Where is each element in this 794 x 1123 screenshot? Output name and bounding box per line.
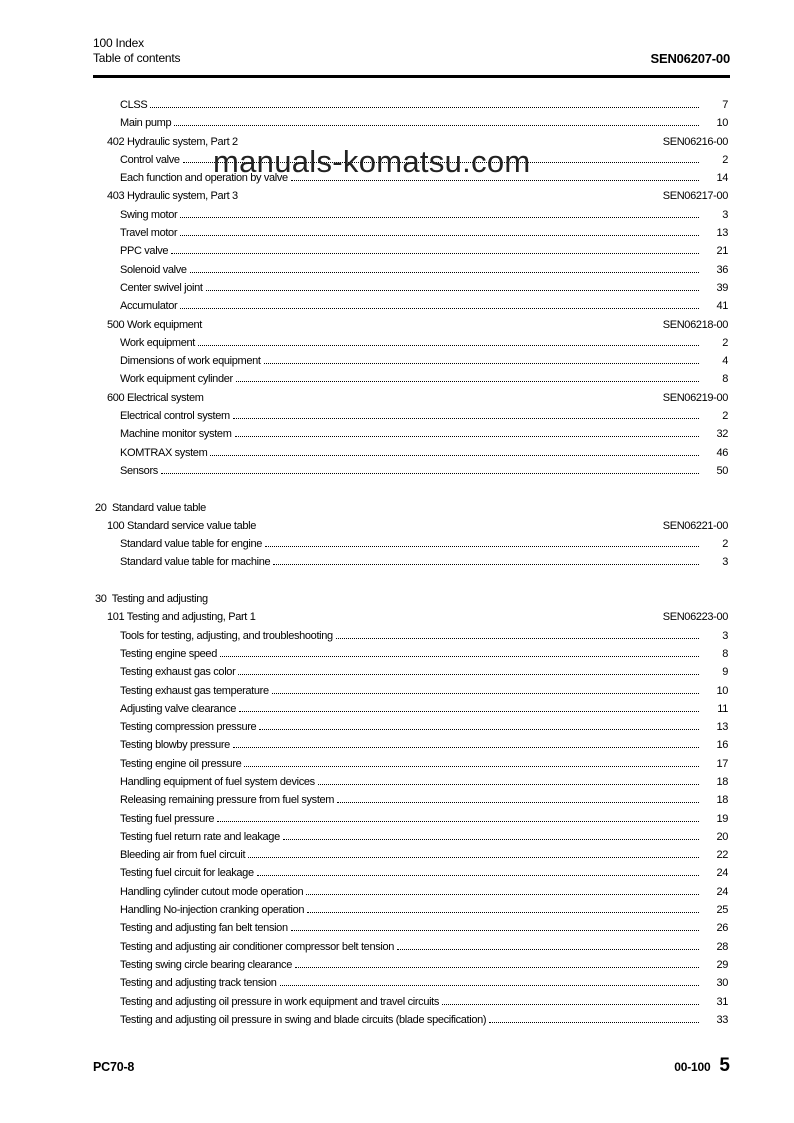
toc-spacer	[93, 483, 728, 501]
dot-leader	[257, 875, 699, 876]
toc-label: Testing engine oil pressure	[120, 757, 242, 770]
dot-leader	[265, 546, 699, 547]
toc-doc-code: SEN06221-00	[662, 519, 728, 532]
toc-label: Sensors	[120, 464, 158, 477]
toc-label: 402 Hydraulic system, Part 2	[107, 135, 238, 148]
toc-label: Testing and adjusting oil pressure in swing and blade circuits (blade specification)	[120, 1013, 487, 1026]
toc-label: Testing and adjusting fan belt tension	[120, 922, 288, 935]
header-section-block	[93, 36, 180, 66]
toc-label: Handling cylinder cutout mode operation	[120, 885, 304, 898]
toc-entry-row	[93, 776, 728, 794]
toc-label: Travel motor	[120, 227, 178, 240]
dot-leader	[291, 930, 699, 931]
toc-section-row	[93, 520, 728, 538]
toc-label: Center swivel joint	[120, 281, 203, 294]
dot-leader	[397, 949, 699, 950]
toc-page-number: 22	[716, 849, 728, 862]
toc-entry-row	[93, 538, 728, 556]
dot-leader	[190, 272, 699, 273]
toc-label: Testing engine speed	[120, 647, 217, 660]
toc-entry-row	[93, 245, 728, 263]
dot-leader	[180, 235, 699, 236]
dot-leader	[291, 180, 699, 181]
toc-label: Accumulator	[120, 300, 178, 313]
toc-page-number: 8	[722, 647, 728, 660]
toc-entry-row	[93, 666, 728, 684]
dot-leader	[161, 473, 699, 474]
watermark-text: manuals-komatsu.com	[213, 144, 531, 179]
toc-entry-row	[93, 227, 728, 245]
toc-entry-row	[93, 410, 728, 428]
dot-leader	[233, 747, 699, 748]
toc-label: Handling No-injection cranking operation	[120, 904, 305, 917]
toc-doc-code: SEN06219-00	[662, 391, 728, 404]
toc-page-number: 32	[716, 428, 728, 441]
toc-label: Standard value table for engine	[120, 538, 263, 551]
dot-leader	[239, 711, 699, 712]
dot-leader	[336, 638, 699, 639]
toc-entry-row	[93, 300, 728, 318]
toc-label: Adjusting valve clearance	[120, 702, 236, 715]
toc-label: Testing and adjusting oil pressure in work equipment and travel circuits	[120, 995, 440, 1008]
dot-leader	[442, 1004, 699, 1005]
dot-leader	[220, 656, 699, 657]
footer-page-block	[674, 1055, 730, 1077]
dot-leader	[235, 436, 699, 437]
toc-entry-row	[93, 739, 728, 757]
toc-entry-row	[93, 556, 728, 574]
dot-leader	[244, 766, 699, 767]
toc-doc-code: SEN06223-00	[662, 611, 728, 624]
dot-leader	[171, 253, 699, 254]
footer-book-page: 00-100	[674, 1060, 711, 1074]
toc-label: 20 Standard value table	[95, 501, 206, 514]
toc-label: KOMTRAX system	[120, 446, 208, 459]
toc-entry-row	[93, 209, 728, 227]
dot-leader	[210, 455, 699, 456]
toc-entry-row	[93, 758, 728, 776]
dot-leader	[233, 418, 699, 419]
toc-entry-row	[93, 813, 728, 831]
toc-page-number: 36	[716, 263, 728, 276]
toc-page-number: 2	[722, 410, 728, 423]
toc-page-number: 2	[722, 153, 728, 166]
toc-entry-row	[93, 355, 728, 373]
toc-entry-row	[93, 904, 728, 922]
toc-entry-row	[93, 849, 728, 867]
toc-label: 403 Hydraulic system, Part 3	[107, 190, 238, 203]
toc-label: Testing and adjusting air conditioner compressor belt tension	[120, 940, 394, 953]
dot-leader	[307, 912, 699, 913]
toc-page-number: 2	[722, 538, 728, 551]
dot-leader	[489, 1022, 699, 1023]
toc-label: 101 Testing and adjusting, Part 1	[107, 611, 256, 624]
toc-entry-row	[93, 264, 728, 282]
toc-page-number: 3	[722, 556, 728, 569]
toc-label: Control valve	[120, 153, 180, 166]
dot-leader	[264, 363, 699, 364]
toc-page-number: 3	[722, 629, 728, 642]
toc-label: Testing compression pressure	[120, 721, 257, 734]
toc-page-number: 9	[722, 666, 728, 679]
toc-label: 500 Work equipment	[107, 318, 202, 331]
dot-leader	[306, 894, 699, 895]
toc-page-number: 13	[716, 721, 728, 734]
toc-entry-row	[93, 794, 728, 812]
toc-page-number: 19	[716, 812, 728, 825]
toc-entry-row	[93, 703, 728, 721]
toc-label: Dimensions of work equipment	[120, 355, 261, 368]
toc-label: Testing and adjusting track tension	[120, 977, 277, 990]
toc-label: Swing motor	[120, 208, 178, 221]
toc-label: Each function and operation by valve	[120, 172, 288, 185]
dot-leader	[273, 564, 699, 565]
toc-page-number: 16	[716, 739, 728, 752]
toc-page-number: 8	[722, 373, 728, 386]
toc-page-number: 10	[716, 117, 728, 130]
toc-label: Standard value table for machine	[120, 556, 271, 569]
dot-leader	[150, 107, 699, 108]
toc-label: Testing exhaust gas color	[120, 666, 236, 679]
toc-page-number: 31	[716, 995, 728, 1008]
toc-entry-row	[93, 685, 728, 703]
toc-label: 30 Testing and adjusting	[95, 593, 208, 606]
dot-leader	[259, 729, 699, 730]
toc-entry-row	[93, 282, 728, 300]
toc-page-number: 28	[716, 940, 728, 953]
toc-page-number: 41	[716, 300, 728, 313]
page-footer	[93, 1055, 730, 1077]
table-of-contents	[93, 99, 728, 1032]
toc-entry-row	[93, 373, 728, 391]
dot-leader	[248, 857, 699, 858]
toc-entry-row	[93, 465, 728, 483]
toc-label: Work equipment	[120, 336, 195, 349]
toc-page-number: 30	[716, 977, 728, 990]
toc-section-row	[93, 190, 728, 208]
toc-page-number: 7	[722, 99, 728, 111]
toc-page-number: 18	[716, 794, 728, 807]
toc-page-number: 25	[716, 904, 728, 917]
toc-doc-code: SEN06217-00	[662, 190, 728, 203]
dot-leader	[238, 674, 699, 675]
dot-leader	[180, 217, 699, 218]
header-section-number: 100 Index	[93, 36, 144, 50]
footer-model-code: PC70-8	[93, 1060, 135, 1074]
toc-spacer	[93, 575, 728, 593]
toc-page-number: 20	[716, 830, 728, 843]
toc-label: CLSS	[120, 99, 148, 111]
toc-label: Work equipment cylinder	[120, 373, 233, 386]
toc-label: 100 Standard service value table	[107, 519, 257, 532]
toc-entry-row	[93, 447, 728, 465]
dot-leader	[174, 125, 699, 126]
header-doc-code: SEN06207-00	[650, 51, 730, 66]
toc-group-heading	[93, 593, 728, 611]
toc-label: Testing fuel circuit for leakage	[120, 867, 254, 880]
toc-page-number: 39	[716, 281, 728, 294]
toc-entry-row	[93, 648, 728, 666]
toc-page-number: 17	[716, 757, 728, 770]
toc-label: Testing swing circle bearing clearance	[120, 958, 292, 971]
toc-page-number: 33	[716, 1013, 728, 1026]
toc-page-number: 13	[716, 227, 728, 240]
dot-leader	[283, 839, 699, 840]
page-title: Table of contents	[93, 51, 181, 65]
toc-label: Machine monitor system	[120, 428, 232, 441]
toc-label: Electrical control system	[120, 410, 230, 423]
toc-entry-row	[93, 99, 728, 117]
toc-label: Testing blowby pressure	[120, 739, 230, 752]
toc-page-number: 50	[716, 464, 728, 477]
toc-label: Bleeding air from fuel circuit	[120, 849, 246, 862]
dot-leader	[295, 967, 699, 968]
toc-entry-row	[93, 941, 728, 959]
toc-label: Handling equipment of fuel system devices	[120, 775, 315, 788]
toc-page-number: 10	[716, 684, 728, 697]
toc-page-number: 2	[722, 336, 728, 349]
toc-doc-code: SEN06218-00	[662, 318, 728, 331]
toc-page-number: 29	[716, 958, 728, 971]
dot-leader	[272, 693, 699, 694]
toc-entry-row	[93, 117, 728, 135]
toc-entry-row	[93, 630, 728, 648]
toc-label: Tools for testing, adjusting, and troubleshooting	[120, 629, 333, 642]
page-header	[93, 36, 730, 78]
toc-label: Releasing remaining pressure from fuel system	[120, 794, 335, 807]
toc-entry-row	[93, 886, 728, 904]
toc-entry-row	[93, 337, 728, 355]
toc-page-number: 24	[716, 885, 728, 898]
toc-doc-code: SEN06216-00	[662, 135, 728, 148]
toc-section-row	[93, 319, 728, 337]
toc-page-number: 26	[716, 922, 728, 935]
toc-group-heading	[93, 502, 728, 520]
toc-label: 600 Electrical system	[107, 391, 204, 404]
toc-page-number: 4	[722, 355, 728, 368]
dot-leader	[180, 308, 699, 309]
dot-leader	[198, 345, 699, 346]
toc-entry-row	[93, 996, 728, 1014]
toc-entry-row	[93, 922, 728, 940]
dot-leader	[337, 802, 699, 803]
toc-entry-row	[93, 867, 728, 885]
footer-page-number: 5	[719, 1055, 730, 1076]
toc-page-number: 3	[722, 208, 728, 221]
toc-entry-row	[93, 831, 728, 849]
toc-label: Testing fuel return rate and leakage	[120, 830, 280, 843]
dot-leader	[280, 985, 699, 986]
toc-page-number: 46	[716, 446, 728, 459]
toc-section-row	[93, 611, 728, 629]
toc-entry-row	[93, 977, 728, 995]
toc-page-number: 24	[716, 867, 728, 880]
toc-entry-row	[93, 1014, 728, 1032]
dot-leader	[236, 381, 699, 382]
toc-page-number: 18	[716, 775, 728, 788]
toc-section-row	[93, 392, 728, 410]
toc-label: Testing exhaust gas temperature	[120, 684, 269, 697]
toc-entry-row	[93, 428, 728, 446]
toc-entry-row	[93, 721, 728, 739]
toc-label: PPC valve	[120, 245, 169, 258]
dot-leader	[217, 821, 699, 822]
toc-page-number: 21	[716, 245, 728, 258]
dot-leader	[318, 784, 699, 785]
toc-page-number: 11	[717, 702, 728, 715]
toc-page-number: 14	[716, 172, 728, 185]
toc-label: Solenoid valve	[120, 263, 187, 276]
dot-leader	[206, 290, 699, 291]
toc-label: Main pump	[120, 117, 172, 130]
toc-entry-row	[93, 959, 728, 977]
toc-label: Testing fuel pressure	[120, 812, 215, 825]
